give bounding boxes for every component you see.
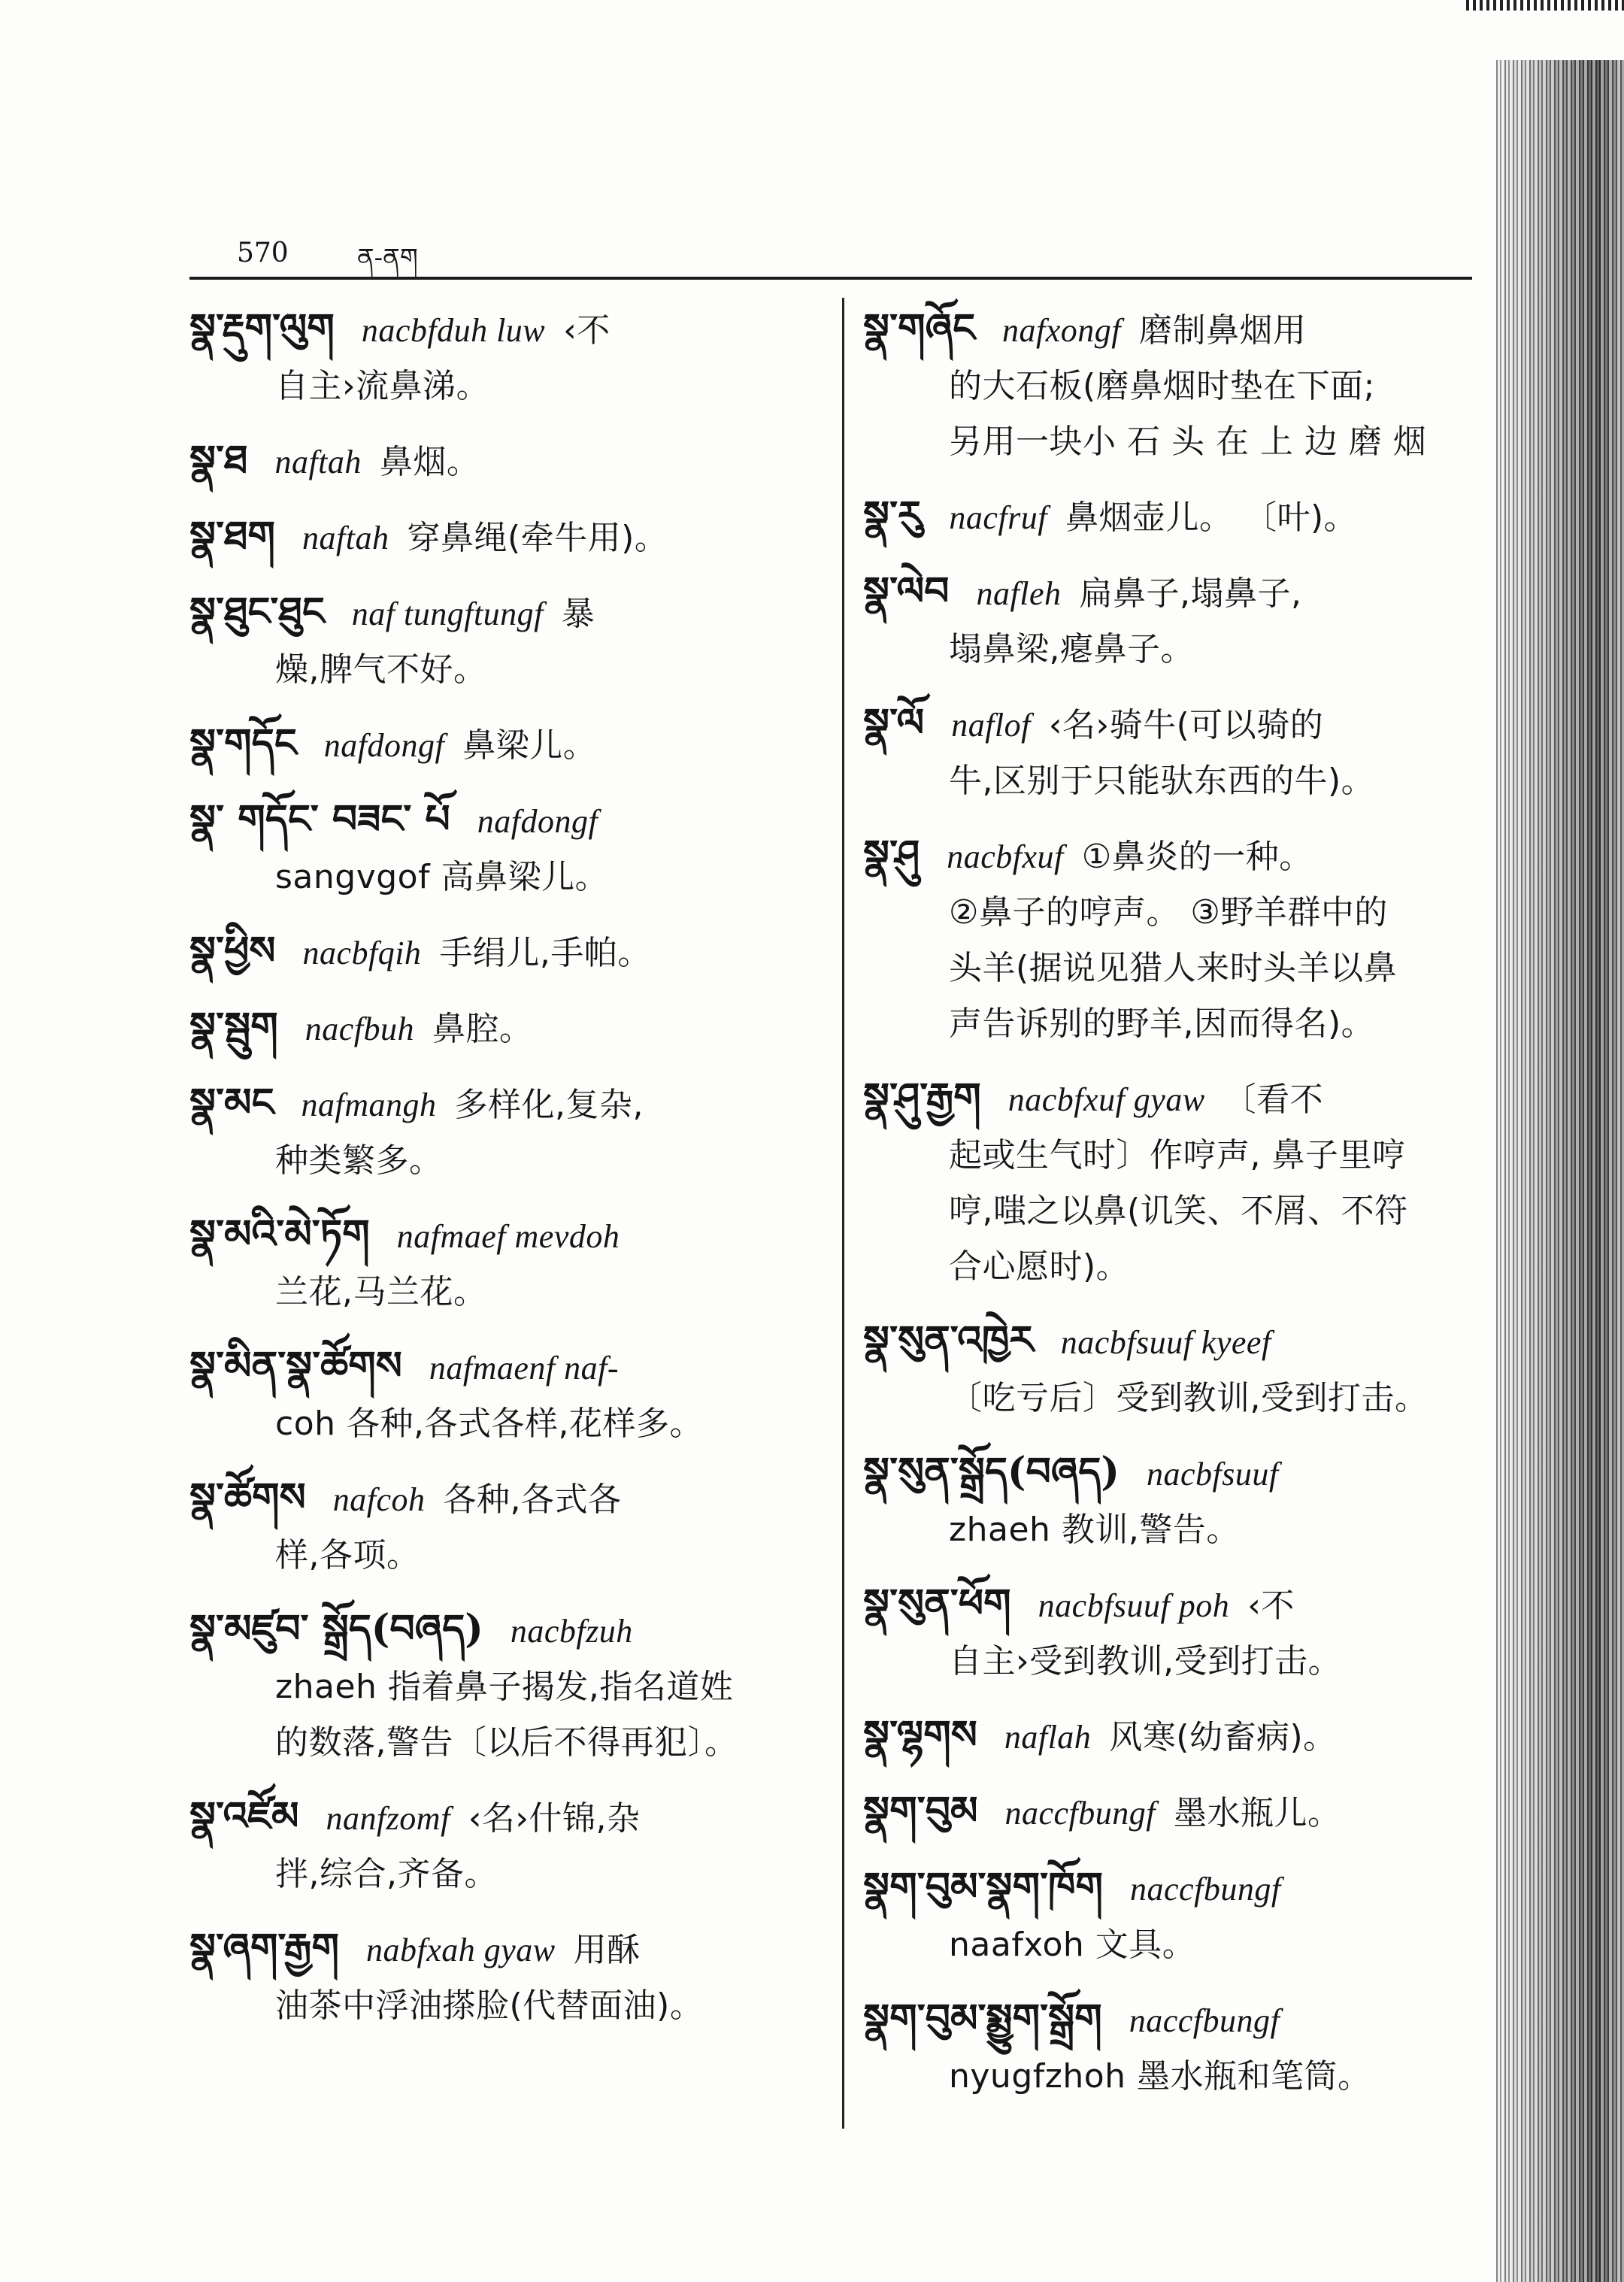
entry-headline: [863, 488, 1483, 546]
definition-continuation: 另用一块小 石 头 在 上 边 磨 烟: [949, 423, 1427, 461]
dictionary-entry: [863, 1708, 1483, 1765]
right-column: [863, 301, 1483, 2123]
definition-continuation: 合心愿时)。: [949, 1247, 1130, 1286]
definition: ①鼻炎的一种。: [1081, 838, 1313, 876]
romanization: naccfbungf: [1129, 2002, 1280, 2039]
entry-headline: [189, 1207, 820, 1265]
definition-continuation: 头羊(据说见猎人来时头羊以鼻: [949, 949, 1398, 987]
dictionary-entry: [189, 923, 820, 981]
dictionary-entry: [863, 301, 1483, 470]
entry-headline: [189, 584, 820, 642]
romanization: nacbfsuuf kyeef: [1060, 1324, 1271, 1361]
dictionary-entry: [863, 696, 1483, 809]
tibetan-headword: སྣ་སུན་འཁྱེར: [863, 1317, 1034, 1363]
dictionary-entry: [863, 564, 1483, 677]
entry-headline: [863, 1444, 1483, 1502]
romanization: nafmangh: [301, 1086, 437, 1123]
definition: 手绢儿,手帕。: [439, 934, 651, 972]
tibetan-headword: སྣ་ཕྱིས: [189, 928, 276, 974]
romanization: nacbfxuf gyaw: [1007, 1081, 1205, 1118]
definition: 磨制鼻烟用: [1139, 311, 1307, 350]
romanization: naftah: [302, 520, 389, 556]
tibetan-headword: སྣག་བུམ་སྣག་ཁོག: [863, 1864, 1104, 1910]
tibetan-headword: སྣ་ཤུ་རྒྱག: [863, 1074, 981, 1120]
romanization: nafcoh: [332, 1481, 426, 1518]
entry-headline: [189, 792, 820, 850]
tibetan-headword: སྣ་ལེབ: [863, 568, 950, 614]
romanization: nacbfxuf: [947, 838, 1064, 875]
entry-headline: [189, 301, 820, 359]
dictionary-entry: [863, 1991, 1483, 2105]
definition-continuation: 自主›受到教训,受到打击。: [949, 1642, 1342, 1680]
definition-continuation: nyugfzhoh 墨水瓶和笔筒。: [949, 2057, 1371, 2096]
definition: 风寒(幼畜病)。: [1109, 1718, 1337, 1756]
definition-continuation: 样,各项。: [275, 1536, 420, 1574]
dictionary-entry: [189, 792, 820, 905]
definition-continuation: 塌鼻梁,瘪鼻子。: [949, 630, 1194, 668]
romanization: nafdongf: [477, 803, 598, 840]
definition-continuation: 的数落,警告〔以后不得再犯〕。: [275, 1723, 738, 1762]
definition-continuation: 哼,嗤之以鼻(讥笑、不屑、不符: [949, 1192, 1408, 1230]
entry-headline: [189, 508, 820, 566]
tibetan-headword: སྣ་ལྷགས: [863, 1712, 977, 1758]
romanization: nafxongf: [1002, 312, 1122, 349]
definition: 〔看不: [1223, 1080, 1324, 1119]
romanization: naflof: [951, 707, 1031, 744]
entry-headline: [189, 1602, 820, 1659]
dictionary-entry: [189, 584, 820, 698]
romanization: nacfbuh: [304, 1011, 414, 1047]
entry-headline: [189, 1470, 820, 1528]
entry-headline: [189, 1075, 820, 1133]
entry-headline: [863, 1576, 1483, 1634]
entry-headline: [189, 999, 820, 1057]
entry-headline: [863, 301, 1483, 359]
dictionary-entry: [189, 1920, 820, 2034]
romanization: nafleh: [976, 575, 1062, 612]
header-rule: [189, 277, 1472, 280]
romanization: naflah: [1004, 1719, 1092, 1756]
romanization: nacbfduh luw: [361, 312, 546, 349]
dictionary-entry: [189, 432, 820, 490]
scan-edge-top: [1466, 0, 1624, 11]
entry-headline: [863, 1313, 1483, 1371]
tibetan-headword: སྣ་གཞོང: [863, 305, 976, 351]
definition-continuation: 牛,区别于只能驮东西的牛)。: [949, 762, 1375, 800]
tibetan-headword: སྣ་མའི་མེ་ཏོག: [189, 1211, 370, 1257]
definition-continuation: 〔吃亏后〕受到教训,受到打击。: [949, 1379, 1429, 1417]
romanization: nacbfqih: [302, 935, 422, 971]
dictionary-entry: [189, 1602, 820, 1771]
definition-continuation: 种类繁多。: [275, 1141, 443, 1180]
definition: 鼻梁儿。: [462, 726, 597, 765]
tibetan-headword: སྣ་ཞག་རྒྱག: [189, 1925, 340, 1971]
romanization: nacfruf: [949, 499, 1048, 536]
definition-continuation: 燥,脾气不好。: [275, 650, 487, 689]
definition-continuation: zhaeh 教训,警告。: [949, 1511, 1240, 1549]
romanization: naccfbungf: [1130, 1871, 1281, 1908]
dictionary-entry: [189, 1789, 820, 1902]
dictionary-entry: [863, 488, 1483, 546]
entry-headline: [863, 1859, 1483, 1917]
tibetan-headword: སྣ་རྡུག་ལུག: [189, 305, 335, 351]
romanization: nafmaenf naf-: [429, 1350, 620, 1386]
definition: 穿鼻绳(牵牛用)。: [407, 519, 668, 557]
dictionary-entry: [863, 1783, 1483, 1841]
tibetan-headword: སྣ་ལོ: [863, 700, 925, 746]
romanization: nabfxah gyaw: [366, 1932, 556, 1968]
tibetan-headword: སྣ་མཛུབ་ སྒྲོད(བཞད): [189, 1606, 483, 1652]
dictionary-entry: [189, 1207, 820, 1320]
definition: ‹不: [563, 311, 611, 350]
definition-continuation: 自主›流鼻涕。: [275, 367, 490, 405]
romanization: nafmaef mevdoh: [396, 1218, 620, 1255]
definition-continuation: naafxoh 文具。: [949, 1926, 1196, 1964]
definition: 各种,各式各: [443, 1480, 622, 1519]
tibetan-headword: སྣ་ཐུང་ཐུང: [189, 589, 325, 635]
definition-continuation: 拌,综合,齐备。: [275, 1855, 498, 1893]
definition: 扁鼻子,塌鼻子,: [1079, 574, 1302, 613]
romanization: nafdongf: [323, 727, 445, 764]
entry-headline: [863, 827, 1483, 885]
tibetan-headword: སྣ་འཛོམ: [189, 1793, 299, 1839]
definition: 鼻烟。: [379, 443, 480, 481]
dictionary-entry: [189, 301, 820, 414]
entry-headline: [189, 432, 820, 490]
page-number: 570: [237, 238, 289, 268]
left-column: [189, 301, 820, 2052]
definition: 鼻腔。: [432, 1010, 533, 1048]
dictionary-entry: [863, 1444, 1483, 1558]
entry-headline: [863, 1708, 1483, 1765]
definition: 鼻烟壶儿。 〔叶)。: [1065, 499, 1358, 537]
tibetan-headword: སྣ་སྦུག: [189, 1004, 278, 1050]
entry-headline: [189, 1338, 820, 1396]
definition: 墨水瓶儿。: [1173, 1794, 1341, 1832]
definition-continuation: 油茶中浮油搽脸(代替面油)。: [275, 1987, 704, 2025]
tibetan-headword: སྣ་རུ: [863, 492, 923, 538]
dictionary-entry: [189, 716, 820, 774]
definition-continuation: zhaeh 指着鼻子揭发,指名道姓: [275, 1668, 734, 1706]
romanization: nacbfsuuf poh: [1038, 1587, 1230, 1624]
dictionary-entry: [189, 1075, 820, 1189]
definition-continuation: 声告诉别的野羊,因而得名)。: [949, 1005, 1375, 1043]
definition-continuation: coh 各种,各式各样,花样多。: [275, 1405, 703, 1443]
entry-headline: [863, 564, 1483, 622]
romanization: nanfzomf: [326, 1800, 450, 1837]
entry-headline: [189, 716, 820, 774]
entry-headline: [863, 696, 1483, 753]
entry-headline: [863, 1783, 1483, 1841]
definition-continuation: 起或生气时〕作哼声, 鼻子里哼: [949, 1136, 1406, 1174]
definition-continuation: sangvgof 高鼻梁儿。: [275, 858, 609, 896]
entry-headline: [189, 1789, 820, 1847]
tibetan-headword: སྣག་བུམ: [863, 1788, 978, 1834]
tibetan-headword: སྣ་ཤུ: [863, 832, 920, 877]
definition: 用酥: [573, 1931, 641, 1969]
entry-headline: [189, 1920, 820, 1978]
tibetan-headword: སྣ་ཚོགས: [189, 1474, 306, 1520]
tibetan-headword: སྣ་མིན་སྣ་ཚོགས: [189, 1343, 402, 1389]
scan-page-edge: [1496, 60, 1624, 2282]
romanization: naf tungftungf: [351, 596, 544, 632]
dictionary-entry: [863, 1859, 1483, 1973]
tibetan-headword: སྣག་བུམ་སྨྱུག་སྒྲོག: [863, 1996, 1102, 2041]
tibetan-headword: སྣ་སུན་སྒྲོད(བཞད): [863, 1449, 1120, 1495]
column-divider: [842, 298, 844, 2129]
dictionary-entry: [863, 1070, 1483, 1295]
entry-headline: [863, 1070, 1483, 1128]
definition: ‹不: [1247, 1586, 1295, 1625]
definition: 暴: [561, 595, 595, 633]
tibetan-headword: སྣ་ཐག: [189, 513, 276, 559]
tibetan-headword: སྣ་གདོང: [189, 720, 297, 766]
dictionary-entry: [863, 1313, 1483, 1426]
tibetan-headword: སྣ་ཐ: [189, 437, 248, 483]
tibetan-headword: སྣ་མང: [189, 1080, 274, 1126]
definition-continuation: 兰花,马兰花。: [275, 1273, 487, 1311]
definition: ‹名›骑牛(可以骑的: [1048, 706, 1324, 744]
romanization: nacbfsuuf: [1146, 1456, 1279, 1493]
dictionary-entry: [189, 1338, 820, 1452]
dictionary-entry: [189, 999, 820, 1057]
running-head: ན-ནག: [357, 243, 418, 273]
dictionary-entry: [863, 827, 1483, 1052]
romanization: nacbfzuh: [510, 1613, 633, 1650]
definition: ‹名›什锦,杂: [468, 1799, 641, 1838]
definition: 多样化,复杂,: [454, 1086, 644, 1124]
definition-continuation: 的大石板(磨鼻烟时垫在下面;: [949, 367, 1375, 405]
entry-headline: [863, 1991, 1483, 2049]
definition-continuation: ②鼻子的哼声。 ③野羊群中的: [949, 893, 1388, 932]
romanization: naccfbungf: [1004, 1795, 1156, 1832]
dictionary-entry: [189, 508, 820, 566]
tibetan-headword: སྣ་ གདོང་ བཟང་ པོ: [189, 796, 450, 842]
romanization: naftah: [274, 444, 362, 480]
dictionary-entry: [189, 1470, 820, 1583]
dictionary-entry: [863, 1576, 1483, 1690]
entry-headline: [189, 923, 820, 981]
tibetan-headword: སྣ་སུན་ཕོག: [863, 1580, 1011, 1626]
